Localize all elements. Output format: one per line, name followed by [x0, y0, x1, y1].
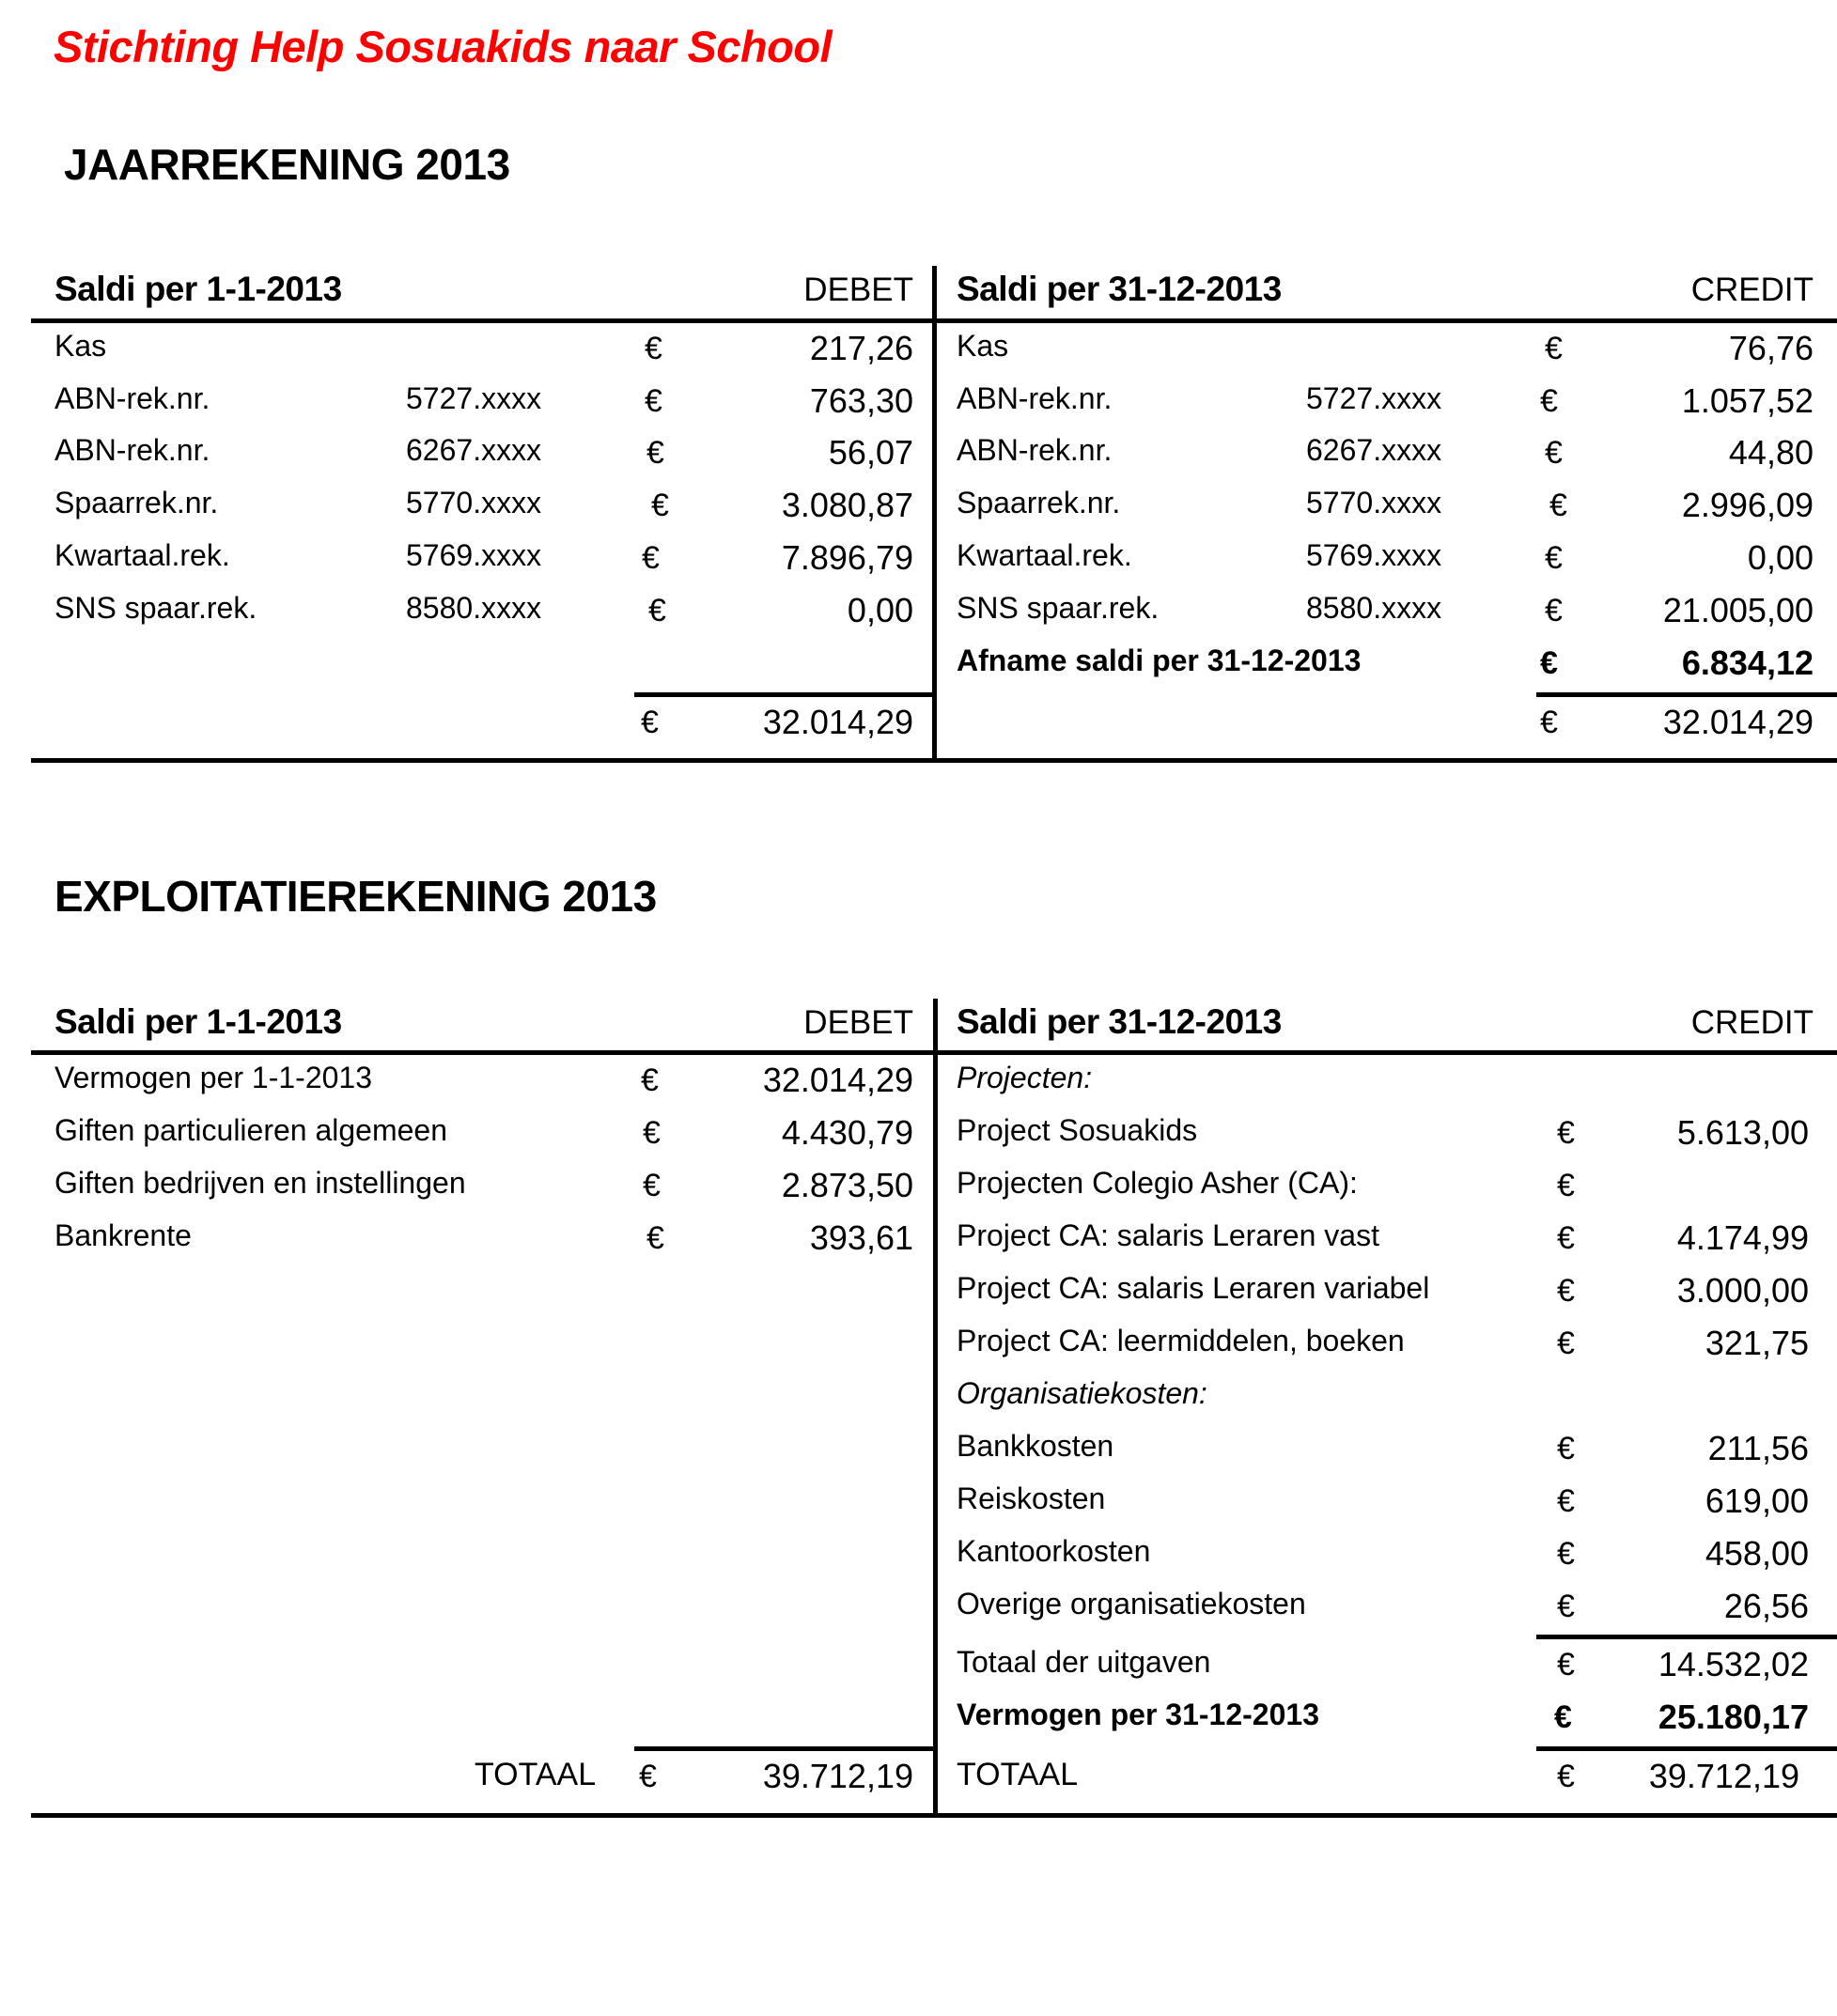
table-row — [0, 433, 932, 480]
row-label: Projecten: — [957, 1061, 1093, 1094]
debet-header: Saldi per 1-1-2013 — [54, 1002, 342, 1041]
euro-sign: € — [646, 435, 664, 471]
bottom-rule — [31, 1813, 1837, 1818]
account-number: 5769.xxxx — [1306, 538, 1442, 572]
euro-sign: € — [1557, 1536, 1575, 1572]
amount: 0,00 — [1747, 538, 1814, 577]
amount: 44,80 — [1728, 433, 1814, 472]
row-label: Spaarrek.nr. — [54, 486, 219, 520]
equity-label: Vermogen per 31-12-2013 — [957, 1698, 1319, 1731]
account-number: 5769.xxxx — [406, 538, 542, 572]
total-expenses-row — [938, 1645, 1837, 1692]
table-row — [0, 381, 932, 428]
row-label: Kwartaal.rek. — [957, 538, 1132, 572]
equity-amount: 25.180,17 — [1658, 1698, 1809, 1736]
debet-total: 39.712,19 — [762, 1757, 913, 1795]
row-label: Organisatiekosten: — [957, 1376, 1207, 1410]
total-expenses-amount: 14.532,02 — [1658, 1645, 1809, 1683]
row-label: Kantoorkosten — [957, 1534, 1151, 1568]
account-number: 8580.xxxx — [1306, 591, 1442, 625]
amount: 3.000,00 — [1676, 1271, 1809, 1310]
amount: 5.613,00 — [1676, 1113, 1809, 1152]
euro-sign: € — [1549, 488, 1567, 523]
row-label: Projecten Colegio Asher (CA): — [957, 1166, 1358, 1200]
euro-sign: € — [1557, 1647, 1575, 1683]
decrease-amount: 6.834,12 — [1681, 644, 1814, 682]
row-label: ABN-rek.nr. — [54, 433, 210, 467]
bottom-rule — [31, 758, 1837, 763]
table-row — [938, 1481, 1837, 1528]
euro-sign: € — [1545, 540, 1563, 576]
euro-sign: € — [639, 1759, 657, 1794]
euro-sign: € — [646, 1220, 664, 1256]
euro-sign: € — [1545, 331, 1563, 366]
euro-sign: € — [641, 705, 659, 740]
amount: 32.014,29 — [762, 1061, 913, 1099]
amount: 211,56 — [1707, 1429, 1809, 1467]
table-row — [938, 1587, 1837, 1634]
table-row — [938, 1534, 1837, 1581]
euro-sign: € — [1554, 1699, 1572, 1735]
row-label: Project CA: salaris Leraren vast — [957, 1218, 1379, 1252]
credit-total-row — [937, 703, 1837, 750]
row-label: Reiskosten — [957, 1481, 1106, 1515]
row-label: Project Sosuakids — [957, 1113, 1198, 1147]
euro-sign: € — [1545, 593, 1563, 628]
credit-column-label: CREDIT — [1690, 1004, 1814, 1041]
total-label: TOTAAL — [957, 1757, 1079, 1792]
amount: 7.896,79 — [781, 538, 913, 577]
euro-sign: € — [648, 593, 666, 628]
account-number: 6267.xxxx — [406, 433, 542, 467]
account-number: 6267.xxxx — [1306, 433, 1442, 467]
amount: 3.080,87 — [781, 486, 913, 524]
amount: 76,76 — [1728, 329, 1814, 367]
euro-sign: € — [1557, 1326, 1575, 1361]
credit-subtotal-rule — [1536, 692, 1837, 697]
euro-sign: € — [651, 488, 669, 523]
row-label: Kas — [54, 329, 107, 363]
debet-total: 32.014,29 — [762, 703, 913, 741]
debet-total-rule — [634, 1746, 933, 1751]
row-label: SNS spaar.rek. — [957, 591, 1160, 625]
amount: 763,30 — [809, 381, 913, 420]
table-row — [938, 1324, 1837, 1371]
row-label: Giften particulieren algemeen — [54, 1113, 448, 1147]
account-number: 8580.xxxx — [406, 591, 542, 625]
total-expenses-label: Totaal der uitgaven — [957, 1645, 1211, 1679]
account-number: 5727.xxxx — [1306, 381, 1442, 415]
table-row — [0, 591, 932, 638]
credit-total-row — [938, 1757, 1837, 1804]
table-row — [937, 381, 1837, 428]
table-row — [937, 591, 1837, 638]
table-row — [938, 1218, 1837, 1265]
debet-column-label: DEBET — [803, 1004, 913, 1041]
row-label: ABN-rek.nr. — [957, 381, 1113, 415]
total-label: TOTAAL — [475, 1757, 597, 1792]
organisation-title: Stichting Help Sosuakids naar School — [54, 22, 833, 71]
row-label: Project CA: leermiddelen, boeken — [957, 1324, 1405, 1357]
table-row — [0, 486, 932, 533]
amount: 4.430,79 — [781, 1113, 913, 1152]
equity-row — [938, 1698, 1837, 1745]
amount: 619,00 — [1705, 1481, 1809, 1520]
amount: 1.057,52 — [1681, 381, 1814, 420]
euro-sign: € — [641, 1062, 659, 1098]
table-row — [0, 1113, 933, 1160]
table-row — [0, 1166, 933, 1213]
table-row — [0, 1061, 933, 1108]
amount: 217,26 — [809, 329, 913, 367]
euro-sign: € — [1557, 1273, 1575, 1309]
table-row — [938, 1429, 1837, 1476]
table-row — [937, 486, 1837, 533]
amount: 458,00 — [1705, 1534, 1809, 1573]
credit-column-label: CREDIT — [1690, 271, 1814, 308]
amount: 393,61 — [809, 1218, 913, 1257]
amount: 4.174,99 — [1676, 1218, 1809, 1257]
euro-sign: € — [645, 331, 662, 366]
jaarrekening-title: JAARREKENING 2013 — [64, 140, 510, 189]
amount: 26,56 — [1723, 1587, 1809, 1625]
table-row — [937, 538, 1837, 585]
table-row — [0, 538, 932, 585]
row-label: ABN-rek.nr. — [957, 433, 1113, 467]
euro-sign: € — [645, 383, 662, 419]
euro-sign: € — [1540, 645, 1558, 681]
debet-total-row — [0, 1757, 933, 1804]
amount: 56,07 — [828, 433, 913, 472]
debet-header: Saldi per 1-1-2013 — [54, 270, 342, 308]
euro-sign: € — [642, 540, 660, 576]
account-number: 5727.xxxx — [406, 381, 542, 415]
amount: 2.996,09 — [1681, 486, 1814, 524]
row-label: Kas — [957, 329, 1009, 363]
credit-header: Saldi per 31-12-2013 — [957, 1002, 1282, 1041]
decrease-row — [937, 644, 1837, 690]
euro-sign: € — [643, 1115, 661, 1151]
debet-column-label: DEBET — [803, 271, 913, 308]
table-row — [938, 1113, 1837, 1160]
row-label: Kwartaal.rek. — [54, 538, 230, 572]
table-row — [0, 329, 932, 376]
euro-sign: € — [1540, 705, 1558, 740]
euro-sign: € — [1557, 1759, 1575, 1794]
exploitatie-title: EXPLOITATIEREKENING 2013 — [54, 872, 657, 921]
row-label: Giften bedrijven en instellingen — [54, 1166, 466, 1200]
account-number: 5770.xxxx — [1306, 486, 1442, 520]
euro-sign: € — [1557, 1168, 1575, 1203]
decrease-label: Afname saldi per 31-12-2013 — [957, 644, 1362, 677]
euro-sign: € — [1557, 1115, 1575, 1151]
euro-sign: € — [1545, 435, 1563, 471]
euro-sign: € — [1557, 1431, 1575, 1466]
table-row — [937, 329, 1837, 376]
account-number: 5770.xxxx — [406, 486, 542, 520]
euro-sign: € — [1557, 1220, 1575, 1256]
row-label: Overige organisatiekosten — [957, 1587, 1306, 1621]
section-label-row — [938, 1061, 1837, 1108]
amount: 2.873,50 — [781, 1166, 913, 1204]
row-label: Bankrente — [54, 1218, 192, 1252]
section-label-row — [938, 1376, 1837, 1423]
expenses-subtotal-rule — [1536, 1635, 1837, 1639]
credit-total: 32.014,29 — [1662, 703, 1814, 741]
table-row — [938, 1271, 1837, 1318]
equity-rule — [1536, 1746, 1837, 1751]
table-row — [937, 433, 1837, 480]
row-label: Vermogen per 1-1-2013 — [54, 1061, 372, 1094]
row-label: ABN-rek.nr. — [54, 381, 210, 415]
row-label: Project CA: salaris Leraren variabel — [957, 1271, 1430, 1305]
table-row — [0, 1218, 933, 1265]
row-label: SNS spaar.rek. — [54, 591, 257, 625]
table-row — [938, 1166, 1837, 1213]
amount: 0,00 — [847, 591, 913, 629]
row-label: Bankkosten — [957, 1429, 1114, 1463]
credit-total: 39.712,19 — [1648, 1757, 1799, 1795]
euro-sign: € — [1557, 1589, 1575, 1624]
debet-subtotal-rule — [634, 692, 932, 697]
amount: 21.005,00 — [1662, 591, 1814, 629]
euro-sign: € — [1540, 383, 1558, 419]
credit-header: Saldi per 31-12-2013 — [957, 270, 1282, 308]
debet-total-row — [0, 703, 932, 750]
amount: 321,75 — [1705, 1324, 1809, 1362]
euro-sign: € — [1557, 1483, 1575, 1519]
row-label: Spaarrek.nr. — [957, 486, 1121, 520]
euro-sign: € — [643, 1168, 661, 1203]
